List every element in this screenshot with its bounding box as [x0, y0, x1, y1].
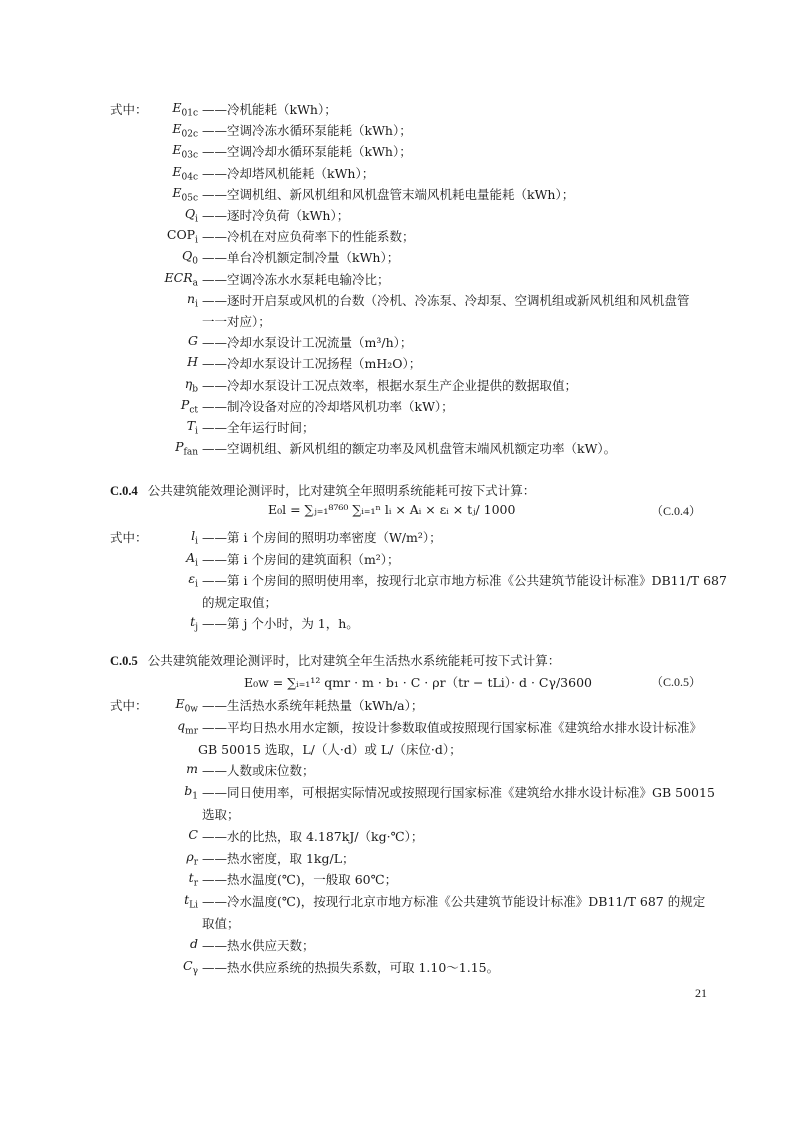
symbol-letter: H: [187, 354, 198, 370]
variable-definition: ——冷水温度(℃)，按现行北京市地方标准《公共建筑节能设计标准》DB11/T 687 的规定: [202, 894, 706, 910]
variable-definition: ——冷却水泵设计工况点效率，根据水泵生产企业提供的数据取值；: [202, 377, 578, 393]
variable-symbol: [0, 248, 198, 267]
symbol-subscript: 04c: [181, 172, 198, 183]
variable-symbol: [0, 291, 198, 310]
symbol-letter: d: [189, 935, 198, 951]
variable-definition-continued: 的规定取值；: [202, 594, 278, 610]
variable-definition: ——第 i 个房间的照明功率密度（W/m²）；: [202, 530, 442, 545]
variable-definition: ——逐时开启泵或风机的台数（冷机、冷冻泵、冷却泵、空调机组或新风机组和风机盘管: [202, 292, 690, 308]
variable-symbol: [0, 849, 198, 868]
symbol-letter: q: [177, 717, 186, 733]
variable-definition: ——冷机在对应负荷率下的性能系数；: [202, 229, 415, 245]
variable-definition: ——生活热水系统年耗热量（kWh/a）；: [202, 698, 424, 713]
clause-text: 公共建筑能效理论测评时，比对建筑全年照明系统能耗可按下式计算：: [147, 483, 536, 498]
variable-symbol: [0, 696, 198, 715]
symbol-subscript: r: [193, 857, 198, 868]
variable-definition: ——第 j 个小时，为 1，h。: [202, 616, 359, 631]
variable-definition: ——平均日热水用水定额，按设计参数取值或按照现行国家标准《建筑给水排水设计标准》: [202, 719, 703, 735]
variable-definition: ——热水密度，取 1kg/L；: [202, 850, 355, 866]
variable-definition-continued: 选取；: [202, 807, 240, 822]
variable-symbol: [0, 376, 198, 395]
clause-text: 公共建筑能效理论测评时，比对建筑全年生活热水系统能耗可按下式计算：: [147, 653, 561, 668]
symbol-subscript: i: [195, 299, 198, 310]
symbol-subscript: i: [195, 558, 198, 568]
variable-definition: ——空调冷冻水循环泵能耗（kWh）；: [202, 123, 412, 139]
symbol-subscript: 0w: [184, 704, 198, 715]
clause-c05-heading: [110, 651, 560, 669]
variable-symbol: [0, 121, 198, 140]
variable-symbol: [0, 164, 198, 183]
symbol-letter: E: [172, 184, 182, 200]
symbol-subscript: r: [193, 878, 198, 889]
symbol-letter: C: [188, 826, 198, 842]
symbol-letter: l: [191, 528, 196, 543]
symbol-letter: E: [175, 696, 185, 711]
symbol-letter: b: [184, 783, 193, 799]
clause-number: C.0.5: [110, 654, 138, 668]
variable-definition: ——冷机能耗（kWh）；: [202, 102, 337, 117]
variable-symbol: [0, 528, 198, 547]
symbol-letter: E: [172, 100, 182, 115]
variable-symbol: [0, 958, 198, 977]
symbol-letter: t: [188, 870, 194, 886]
symbol-letter: COP: [166, 227, 196, 243]
variable-symbol: [0, 550, 198, 569]
variable-definition: ——热水供应天数；: [202, 937, 315, 953]
symbol-letter: Q: [182, 248, 193, 264]
symbol-subscript: fan: [183, 447, 198, 458]
symbol-subscript: b: [192, 384, 198, 395]
symbol-letter: G: [188, 333, 198, 349]
symbol-letter: E: [172, 121, 182, 137]
variable-symbol: [0, 439, 198, 458]
symbol-letter: t: [184, 892, 190, 908]
variable-definition: ——全年运行时间；: [202, 420, 315, 435]
clause-c04-heading: [110, 481, 535, 499]
variable-definition: ——同日使用率，可根据实际情况或按照现行国家标准《建筑给水排水设计标准》GB 50015: [202, 785, 715, 801]
where-label: 式中：: [110, 102, 148, 117]
variable-symbol: [0, 418, 198, 437]
variable-definition: ——空调冷冻水水泵耗电输冷比；: [202, 271, 390, 287]
symbol-subscript: i: [195, 235, 198, 246]
variable-definition: ——冷却水泵设计工况流量（m³/h）；: [202, 335, 413, 351]
variable-symbol: [0, 100, 198, 119]
variable-symbol: [0, 354, 198, 369]
variable-symbol: [0, 614, 198, 633]
variable-symbol: [0, 227, 198, 246]
symbol-letter: m: [186, 761, 198, 777]
variable-symbol: [0, 936, 198, 951]
variable-symbol: [0, 783, 198, 802]
symbol-subscript: ct: [189, 405, 198, 416]
symbol-letter: ECR: [164, 269, 193, 285]
symbol-subscript: i: [195, 426, 198, 437]
symbol-subscript: i: [195, 579, 198, 590]
variable-symbol: [0, 892, 198, 911]
symbol-subscript: γ: [192, 966, 198, 977]
equation-number: （C.0.5）: [650, 675, 701, 689]
symbol-letter: A: [186, 549, 196, 565]
variable-definition: ——水的比热，取 4.187kJ/（kg·℃）；: [202, 828, 424, 844]
symbol-letter: T: [186, 418, 196, 433]
variable-symbol: [0, 206, 198, 225]
variable-definition: ——第 i 个房间的照明使用率，按现行北京市地方标准《公共建筑节能设计标准》DB11/T 687: [202, 573, 727, 588]
variable-definition: ——冷却水泵设计工况扬程（mH₂O）；: [202, 356, 422, 372]
variable-definition-continued: GB 50015 选取，L/（人·d）或 L/（床位·d）；: [198, 741, 462, 757]
variable-symbol: [0, 571, 198, 590]
symbol-subscript: 02c: [181, 129, 198, 140]
symbol-subscript: 05c: [181, 193, 198, 204]
variable-definition: ——制冷设备对应的冷却塔风机功率（kW）；: [202, 398, 454, 414]
variable-symbol: [0, 718, 198, 737]
symbol-letter: ρ: [186, 848, 194, 864]
symbol-letter: Q: [184, 206, 196, 221]
equation-number: （C.0.4）: [650, 504, 701, 518]
where-label: 式中：: [110, 530, 148, 545]
variable-symbol: [0, 761, 198, 776]
symbol-letter: P: [175, 439, 184, 455]
symbol-letter: C: [183, 957, 193, 973]
variable-definition: ——空调冷却水循环泵能耗（kWh）；: [202, 144, 412, 160]
variable-definition: ——人数或床位数；: [202, 763, 315, 779]
variable-symbol: [0, 827, 198, 842]
variable-symbol: [0, 185, 198, 204]
variable-symbol: [0, 397, 198, 416]
variable-definition: ——热水温度(℃)，一般取 60℃；: [202, 872, 398, 888]
variable-definition: ——空调机组、新风机组和风机盘管末端风机耗电量能耗（kWh）；: [202, 186, 575, 202]
page-number: 21: [695, 986, 707, 1000]
variable-symbol: [0, 270, 198, 289]
symbol-subscript: 0: [192, 256, 198, 267]
symbol-letter: ε: [188, 571, 196, 586]
symbol-subscript: a: [192, 278, 198, 289]
symbol-letter: E: [172, 142, 182, 158]
variable-definition-continued: 取值；: [202, 916, 240, 931]
variable-definition: ——单台冷机额定制冷量（kWh）；: [202, 250, 400, 266]
formula-c04: E₀l = ∑ⱼ₌₁⁸⁷⁶⁰ ∑ᵢ₌₁ⁿ lᵢ × Aᵢ × εᵢ × tⱼ/ 1000: [268, 502, 516, 517]
variable-symbol: [0, 333, 198, 348]
symbol-letter: η: [184, 375, 193, 391]
symbol-subscript: 01c: [181, 108, 198, 119]
symbol-letter: n: [187, 290, 196, 306]
variable-definition: ——冷却塔风机能耗（kWh）；: [202, 165, 375, 181]
where-label: 式中：: [110, 698, 148, 713]
symbol-subscript: i: [195, 536, 198, 547]
variable-definition: ——热水供应系统的热损失系数，可取 1.10～1.15。: [202, 959, 500, 975]
symbol-subscript: Li: [189, 900, 198, 911]
variable-definition: ——第 i 个房间的建筑面积（m²）；: [202, 551, 400, 567]
symbol-subscript: j: [195, 622, 198, 633]
symbol-subscript: i: [195, 214, 198, 225]
variable-definition-continued: 一一对应）；: [202, 314, 271, 329]
variable-definition: ——逐时冷负荷（kWh）；: [202, 208, 350, 223]
symbol-subscript: 1: [192, 791, 198, 802]
symbol-subscript: 03c: [181, 150, 198, 161]
variable-definition: ——空调机组、新风机组的额定功率及风机盘管末端风机额定功率（kW）。: [202, 441, 617, 457]
variable-symbol: [0, 870, 198, 889]
symbol-subscript: mr: [185, 726, 198, 737]
variable-symbol: [0, 142, 198, 161]
symbol-letter: P: [180, 396, 190, 412]
symbol-letter: t: [190, 614, 196, 629]
clause-number: C.0.4: [110, 484, 138, 498]
formula-c05: E₀w = ∑ᵢ₌₁¹² qmr · m · b₁ · C · ρr（tr − tLi）· d · Cγ/3600: [244, 675, 592, 690]
symbol-letter: E: [172, 163, 182, 179]
